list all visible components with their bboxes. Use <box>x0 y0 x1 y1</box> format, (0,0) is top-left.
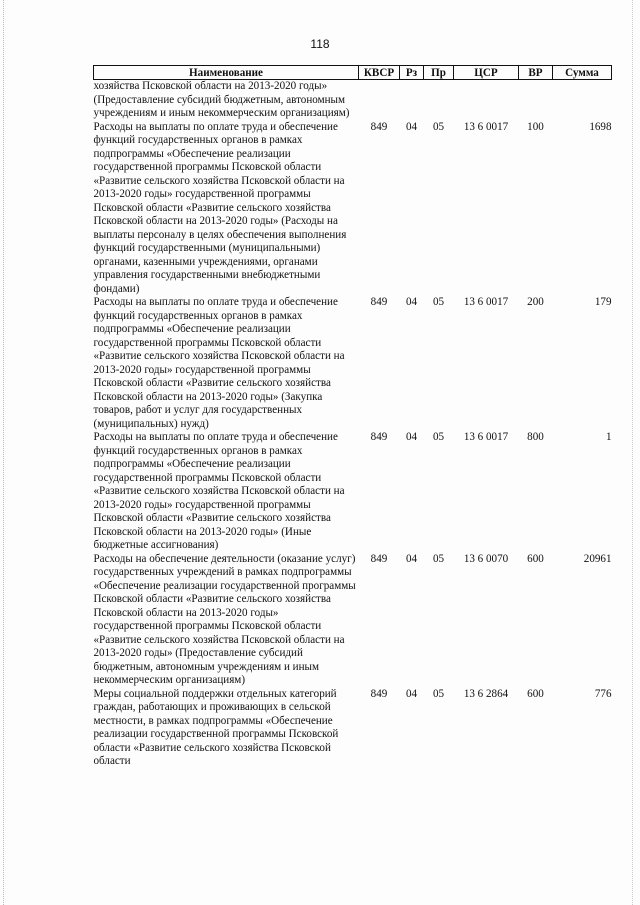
row-kvsr <box>359 80 400 121</box>
row-vr: 100 <box>527 120 544 133</box>
row-pr: 05 <box>432 296 445 308</box>
row-csr: 13 6 0017 <box>463 120 509 133</box>
row-vr: 600 <box>527 552 544 565</box>
header-rz: Рз <box>400 66 424 80</box>
table-header-row <box>94 66 612 80</box>
header-vr: ВР <box>519 66 553 80</box>
row-name: Меры социальной поддержки отдельных категорий граждан, работающих и проживающих в сельской местности, в рамках подпрограммы «Обеспечение реализации государственной программы Псковской области «Развитие сельского хозяйства Псковской области <box>93 687 339 767</box>
row-sum: 1 <box>605 431 612 443</box>
row-name: Расходы на выплаты по оплате труда и обеспечение функций государственных органов в рамках подпрограммы «Обеспечение реализации государственной программы Псковской области «Развитие сельского хозяйства Псковской области на 2013-2020 годы» государственной программы Псковской области «Развитие сельского хозяйства Псковской области на 2013-2020 годы» (Расходы на выплаты персоналу в целях обеспечения выполнения функций государственными (муниципальными) органами, казенными учреждениями, органами управления государственными внебюджетными фондами) <box>93 120 347 295</box>
row-name: хозяйства Псковской области на 2013-2020 годы» (Предоставление субсидий бюджетным, автономным учреждениям и иным некоммерческим организациям) <box>93 80 350 119</box>
table-row <box>94 431 612 553</box>
row-csr <box>454 80 519 121</box>
row-sum: 179 <box>594 296 612 308</box>
table-row <box>94 80 612 121</box>
table-row <box>94 121 612 297</box>
header-kvsr: КВСР <box>359 66 400 80</box>
row-kvsr: 849 <box>370 687 388 700</box>
row-pr <box>424 80 454 121</box>
row-vr: 600 <box>527 687 544 700</box>
row-name: Расходы на выплаты по оплате труда и обеспечение функций государственных органов в рамках подпрограммы «Обеспечение реализации государственной программы Псковской области «Развитие сельского хозяйства Псковской области на 2013-2020 годы» государственной программы Псковской области «Развитие сельского хозяйства Псковской области на 2013-2020 годы» (Иные бюджетные ассигнования) <box>93 431 345 551</box>
row-pr: 05 <box>432 431 445 443</box>
row-rz: 04 <box>405 552 418 565</box>
page-number: 118 <box>310 37 330 51</box>
scan-edge-left <box>3 0 4 905</box>
row-sum: 20961 <box>583 552 612 565</box>
row-rz: 04 <box>405 296 418 308</box>
row-kvsr: 849 <box>370 552 388 565</box>
row-pr: 05 <box>432 687 445 700</box>
row-sum <box>553 80 612 121</box>
budget-table <box>93 65 612 769</box>
table-row <box>94 296 612 431</box>
header-sum: Сумма <box>553 66 612 80</box>
row-pr: 05 <box>432 552 445 565</box>
row-kvsr: 849 <box>370 431 388 443</box>
header-pr: Пр <box>424 66 454 80</box>
table-row <box>94 688 612 769</box>
row-csr: 13 6 2864 <box>463 687 509 700</box>
row-rz: 04 <box>405 120 418 133</box>
row-rz <box>400 80 424 121</box>
row-kvsr: 849 <box>370 120 388 133</box>
row-vr: 200 <box>527 296 544 308</box>
header-csr: ЦСР <box>454 66 519 80</box>
row-sum: 1698 <box>589 120 612 133</box>
row-vr <box>519 80 553 121</box>
row-csr: 13 6 0017 <box>463 296 509 308</box>
row-rz: 04 <box>405 431 418 443</box>
scan-edge-right <box>632 0 633 905</box>
row-rz: 04 <box>405 687 418 700</box>
row-kvsr: 849 <box>370 296 388 308</box>
row-csr: 13 6 0017 <box>463 431 509 443</box>
row-vr: 800 <box>527 431 544 443</box>
table-row <box>94 553 612 688</box>
row-pr: 05 <box>432 120 445 133</box>
row-name: Расходы на выплаты по оплате труда и обеспечение функций государственных органов в рамках подпрограммы «Обеспечение реализации государственной программы Псковской области «Развитие сельского хозяйства Псковской области на 2013-2020 годы» государственной программы Псковской области «Развитие сельского хозяйства Псковской области на 2013-2020 годы» (Закупка товаров, работ и услуг для государственных (муниципальных) нужд) <box>93 296 345 430</box>
row-name: Расходы на обеспечение деятельности (оказание услуг) государственных учреждений в рамках подпрограммы «Обеспечение реализации государственной программы Псковской области «Развитие сельского хозяйства Псковской области на 2013-2020 годы» государственной программы Псковской области «Развитие сельского хозяйства Псковской области на 2013-2020 годы» (Предоставление субсидий бюджетным, автономным учреждениям и иным некоммерческим организациям) <box>93 552 356 686</box>
row-csr: 13 6 0070 <box>463 552 509 565</box>
header-name: Наименование <box>94 66 359 80</box>
row-sum: 776 <box>594 687 612 700</box>
